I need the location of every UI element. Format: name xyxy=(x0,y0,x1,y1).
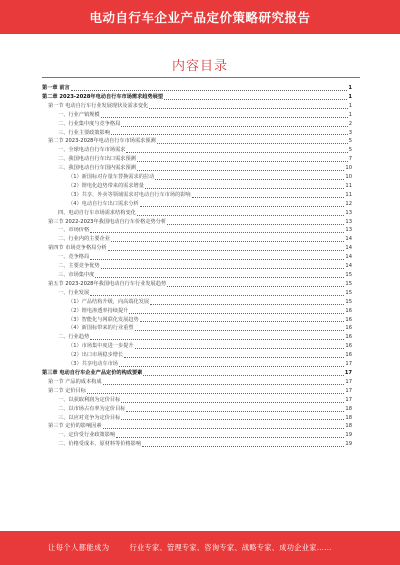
toc-leader-dots xyxy=(87,393,344,394)
toc-entry[interactable] xyxy=(42,129,352,138)
toc-heading: 内容目录 xyxy=(171,59,228,74)
toc-entry[interactable] xyxy=(42,324,352,333)
toc-heading-rule xyxy=(42,77,360,78)
toc-entry[interactable] xyxy=(42,111,352,120)
toc-leader-dots xyxy=(140,206,345,207)
toc-leader-dots xyxy=(90,259,344,260)
toc-leader-dots xyxy=(129,313,344,314)
toc-leader-dots xyxy=(135,330,345,331)
toc-entry-text: 二、以市场占有率为定价目标 xyxy=(58,405,126,412)
toc-entry[interactable] xyxy=(42,93,352,102)
toc-entry[interactable] xyxy=(42,414,352,423)
toc-entry-text: （4）电动自行车出口需求分析 xyxy=(68,200,139,207)
toc-leader-dots xyxy=(150,304,344,305)
toc-entry-text: 二、行业集中度与竞争格局 xyxy=(58,120,121,127)
toc-entry-text: （3）共享电动车市场 xyxy=(68,361,118,368)
toc-entry[interactable] xyxy=(42,316,352,325)
toc-entry-text: 二、价格受成本、原材料等价格影响 xyxy=(58,441,142,448)
toc-leader-dots xyxy=(137,161,348,162)
toc-leader-dots xyxy=(155,179,344,180)
toc-entry[interactable] xyxy=(42,307,352,316)
toc-page-number: 13 xyxy=(345,227,352,234)
toc-leader-dots xyxy=(145,188,344,189)
toc-leader-dots xyxy=(90,295,344,296)
toc-leader-dots xyxy=(126,152,347,153)
toc-leader-dots xyxy=(116,437,344,438)
toc-leader-dots xyxy=(142,446,344,447)
toc-page-number: 14 xyxy=(345,254,352,261)
toc-entry-text: （1）产品结构升级，向高端化发展 xyxy=(68,298,150,305)
toc-page-number: 12 xyxy=(345,200,352,207)
toc-entry-text: （2）锂电化趋势带来的需求增量 xyxy=(68,182,144,189)
toc-page-number: 7 xyxy=(348,156,352,163)
toc-entry[interactable] xyxy=(42,253,352,262)
toc-entry[interactable] xyxy=(42,235,352,244)
toc-page-number: 11 xyxy=(345,182,352,189)
toc-entry[interactable] xyxy=(42,120,352,129)
toc-entry-text: 四、电动自行车市场需求结构变化 xyxy=(58,209,136,216)
toc-entry-text: （2）锂电渗透率持续提升 xyxy=(68,307,129,314)
toc-entry[interactable] xyxy=(42,422,352,431)
toc-entry-text: 第一节 电动自行车行业发展现状及需求变化 xyxy=(48,102,149,109)
toc-entry[interactable] xyxy=(42,182,352,191)
toc-entry[interactable] xyxy=(42,155,352,164)
toc-leader-dots xyxy=(137,215,345,216)
toc-entry-text: （4）新国标带来的行业重塑 xyxy=(68,325,134,332)
toc-entry[interactable] xyxy=(42,244,352,253)
toc-entry-text: 第二节 2023-2028年电动自行车市场需求预测 xyxy=(48,138,156,145)
toc-entry[interactable] xyxy=(42,396,352,405)
toc-page-number: 17 xyxy=(344,369,352,376)
toc-entry-text: 第二节 定价目标 xyxy=(48,387,86,394)
toc-page-number: 17 xyxy=(345,378,352,385)
toc-entry[interactable] xyxy=(42,298,352,307)
toc-entry-text: （2）出口市场稳步增长 xyxy=(68,352,124,359)
toc-page-number: 15 xyxy=(345,298,352,305)
toc-page-number: 15 xyxy=(345,280,352,287)
toc-page-number: 15 xyxy=(345,272,352,279)
toc-entry[interactable] xyxy=(42,342,352,351)
toc-entry[interactable] xyxy=(42,227,352,236)
toc-page-number: 3 xyxy=(348,129,352,136)
toc-entry[interactable] xyxy=(42,405,352,414)
toc-entry[interactable] xyxy=(42,262,352,271)
toc-page-number: 15 xyxy=(345,289,352,296)
toc-page-number: 1 xyxy=(348,111,352,118)
toc-page-number: 1 xyxy=(348,93,352,100)
toc-leader-dots xyxy=(121,126,347,127)
toc-entry-text: 第四节 市场竞争格局分析 xyxy=(48,245,107,252)
toc-page-number: 1 xyxy=(348,84,352,91)
toc-leader-dots xyxy=(124,357,344,358)
toc-entry-text: 第二章 2023-2028年电动自行车市场需求趋势展望 xyxy=(42,93,164,100)
toc-entry[interactable] xyxy=(42,164,352,173)
toc-entry[interactable] xyxy=(42,146,352,155)
toc-entry-text: 二、主要竞争优势 xyxy=(58,263,100,270)
toc-leader-dots xyxy=(121,419,344,420)
toc-leader-dots xyxy=(111,134,348,135)
toc-entry-text: 第五节 2023-2028年我国电动自行车行业发展趋势 xyxy=(48,280,167,287)
toc-leader-dots xyxy=(103,384,345,385)
toc-page-number: 16 xyxy=(345,325,352,332)
toc-page-number: 1 xyxy=(348,102,352,109)
toc-entry[interactable] xyxy=(42,360,352,369)
toc-page-number: 10 xyxy=(345,165,352,172)
toc-entry-text: 一、行业发展 xyxy=(58,289,90,296)
toc-entry[interactable] xyxy=(42,209,352,218)
toc-entry[interactable] xyxy=(42,137,352,146)
toc-leader-dots xyxy=(108,250,345,251)
toc-leader-dots xyxy=(140,321,345,322)
toc-page-number: 13 xyxy=(345,218,352,225)
toc-entry-text: 一、定价受行业政策影响 xyxy=(58,432,116,439)
toc-entry-text: 三、以应对竞争为定价目标 xyxy=(58,414,121,421)
toc-page-number: 16 xyxy=(345,334,352,341)
report-title: 电动自行车企业产品定价策略研究报告 xyxy=(89,10,311,25)
toc-entry[interactable] xyxy=(42,387,352,396)
toc-leader-dots xyxy=(135,348,345,349)
toc-page-number: 14 xyxy=(345,236,352,243)
toc-entry-text: 第三节 定价的影响因素 xyxy=(48,423,102,430)
toc-leader-dots xyxy=(126,411,344,412)
toc-leader-dots xyxy=(121,402,344,403)
toc-entry-text: 二、行业趋势 xyxy=(58,334,90,341)
toc-page-number: 11 xyxy=(345,191,352,198)
toc-entry-text: 三、行业主要政策影响 xyxy=(58,129,110,136)
toc-entry-text: 一、全球电动自行车市场需求 xyxy=(58,147,126,154)
toc-entry[interactable] xyxy=(42,289,352,298)
toc-entry-text: 第三章 电动自行车企业产品定价的构成要素 xyxy=(42,369,143,376)
toc-entry-text: 一、以获取利润为定价目标 xyxy=(58,396,121,403)
footer-slogan-left: 让每个人都能成为 xyxy=(48,543,110,552)
toc-leader-dots xyxy=(71,90,348,91)
toc-entry[interactable] xyxy=(42,351,352,360)
toc-entry-text: （3）智能化与网联化发展趋势 xyxy=(68,316,139,323)
toc-page-number: 2 xyxy=(348,120,352,127)
toc-page-number: 13 xyxy=(345,209,352,216)
toc-leader-dots xyxy=(101,268,345,269)
toc-page-number: 17 xyxy=(345,396,352,403)
toc-page-number: 19 xyxy=(345,441,352,448)
toc-entry-text: 三、我国电动自行车国内需求预测 xyxy=(58,165,136,172)
toc-page-number: 18 xyxy=(345,405,352,412)
toc-entry[interactable] xyxy=(42,84,352,93)
toc-leader-dots xyxy=(192,197,345,198)
report-header-bar xyxy=(0,0,400,34)
toc-entry-text: （1）新国标对存量车替换需求的拉动 xyxy=(68,174,155,181)
toc-entry[interactable] xyxy=(42,200,352,209)
toc-page-number: 17 xyxy=(345,361,352,368)
toc-entry-text: 一、行业产销规模 xyxy=(58,111,100,118)
toc-leader-dots xyxy=(157,143,348,144)
toc-leader-dots xyxy=(137,170,345,171)
toc-leader-dots xyxy=(111,241,345,242)
toc-leader-dots xyxy=(164,99,347,100)
toc-leader-dots xyxy=(90,339,344,340)
footer-banner xyxy=(0,531,400,565)
toc-entry-text: （3）共享、外卖等领域需求对电动自行车市场的影响 xyxy=(68,191,191,198)
toc-entry[interactable] xyxy=(42,218,352,227)
toc-entry[interactable] xyxy=(42,333,352,342)
toc-leader-dots xyxy=(149,108,347,109)
toc-leader-dots xyxy=(143,375,343,376)
toc-page-number: 14 xyxy=(345,263,352,270)
toc-entry[interactable] xyxy=(42,369,352,378)
toc-entry[interactable] xyxy=(42,378,352,387)
toc-entry-text: 第一节 产品的成本构成 xyxy=(48,378,102,385)
toc-leader-dots xyxy=(95,277,344,278)
footer-slogan-right: 行业专家、管理专家、咨询专家、战略专家、成功企业家…… xyxy=(129,543,332,552)
toc-entry[interactable] xyxy=(42,271,352,280)
toc-entry-text: 一、竞争格局 xyxy=(58,254,90,261)
toc-leader-dots xyxy=(101,117,348,118)
table-of-contents xyxy=(42,84,352,449)
toc-entry-text: 二、我国电动自行车出口需求预测 xyxy=(58,156,136,163)
toc-entry-text: 第三节 2022-2023年我国电动自行车价格走势分析 xyxy=(48,218,167,225)
toc-page-number: 16 xyxy=(345,352,352,359)
toc-entry-text: 二、行业内的主要企业 xyxy=(58,236,110,243)
toc-page-number: 16 xyxy=(345,343,352,350)
toc-page-number: 5 xyxy=(348,147,352,154)
toc-page-number: 19 xyxy=(345,432,352,439)
toc-page-number: 10 xyxy=(345,174,352,181)
toc-leader-dots xyxy=(167,224,344,225)
toc-entry-text: （1）市场集中度进一步提升 xyxy=(68,343,134,350)
toc-page-number: 14 xyxy=(345,245,352,252)
toc-entry[interactable] xyxy=(42,102,352,111)
toc-entry[interactable] xyxy=(42,173,352,182)
toc-leader-dots xyxy=(119,366,344,367)
toc-page-number: 16 xyxy=(345,316,352,323)
toc-entry[interactable] xyxy=(42,191,352,200)
toc-page-number: 16 xyxy=(345,307,352,314)
toc-page-number: 5 xyxy=(348,138,352,145)
toc-entry-text: 一、市场价格 xyxy=(58,227,90,234)
toc-entry[interactable] xyxy=(42,431,352,440)
toc-page-number: 18 xyxy=(345,423,352,430)
toc-page-number: 17 xyxy=(345,387,352,394)
toc-entry-text: 三、市场集中度 xyxy=(58,272,95,279)
toc-entry[interactable] xyxy=(42,440,352,449)
toc-leader-dots xyxy=(103,428,345,429)
toc-page-number: 18 xyxy=(345,414,352,421)
toc-entry-text: 第一章 前言 xyxy=(42,84,70,91)
toc-entry[interactable] xyxy=(42,280,352,289)
toc-leader-dots xyxy=(90,232,344,233)
toc-leader-dots xyxy=(167,286,344,287)
